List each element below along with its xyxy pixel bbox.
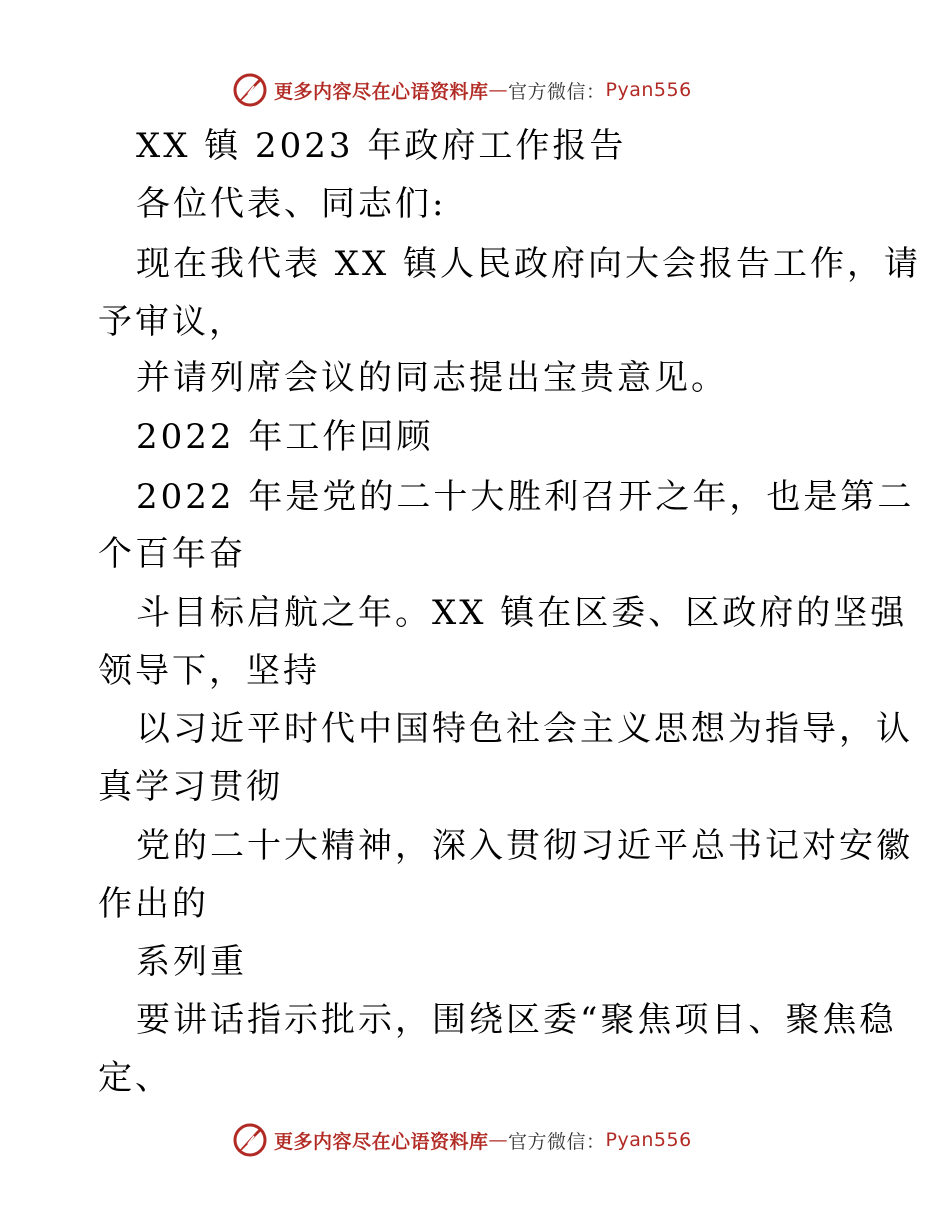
text-line: 作出的 [98,884,209,924]
header-banner [232,70,692,110]
text-line: 党的二十大精神，深入贯彻习近平总书记对安徽 [136,826,913,866]
text-line: 系列重 [136,942,247,982]
wechat-id: Pyan556 [605,79,692,101]
text-line: 领导下，坚持 [98,651,320,691]
footer-banner [232,1120,692,1160]
quill-logo-icon [232,72,268,108]
wechat-label: 官方微信： [508,80,606,103]
document-title: XX 镇 2023 年政府工作报告 [136,126,627,166]
banner-dash: — [488,79,509,101]
text-line: 2022 年是党的二十大胜利召开之年，也是第二 [136,477,915,517]
banner-dash: — [488,1129,509,1151]
text-line: 要讲话指示批示，围绕区委“聚焦项目、聚焦稳 [136,1000,897,1040]
library-text: 更多内容尽在心语资料库 [274,80,489,103]
text-line: 定、 [98,1058,172,1098]
section-heading: 2022 年工作回顾 [136,417,434,457]
text-line: 个百年奋 [98,534,246,574]
text-line: 予审议， [98,302,246,342]
wechat-id: Pyan556 [605,1129,692,1151]
text-line: 并请列席会议的同志提出宝贵意见。 [136,358,728,398]
salutation: 各位代表、同志们: [136,184,447,224]
library-text: 更多内容尽在心语资料库 [274,1130,489,1153]
text-line: 以习近平时代中国特色社会主义思想为指导，认 [136,709,913,749]
wechat-label: 官方微信： [508,1130,606,1153]
text-line: 真学习贯彻 [98,767,283,807]
text-line: 斗目标启航之年。XX 镇在区委、区政府的坚强 [136,593,908,633]
text-line: 现在我代表 XX 镇人民政府向大会报告工作，请 [136,244,922,284]
quill-logo-icon [232,1122,268,1158]
